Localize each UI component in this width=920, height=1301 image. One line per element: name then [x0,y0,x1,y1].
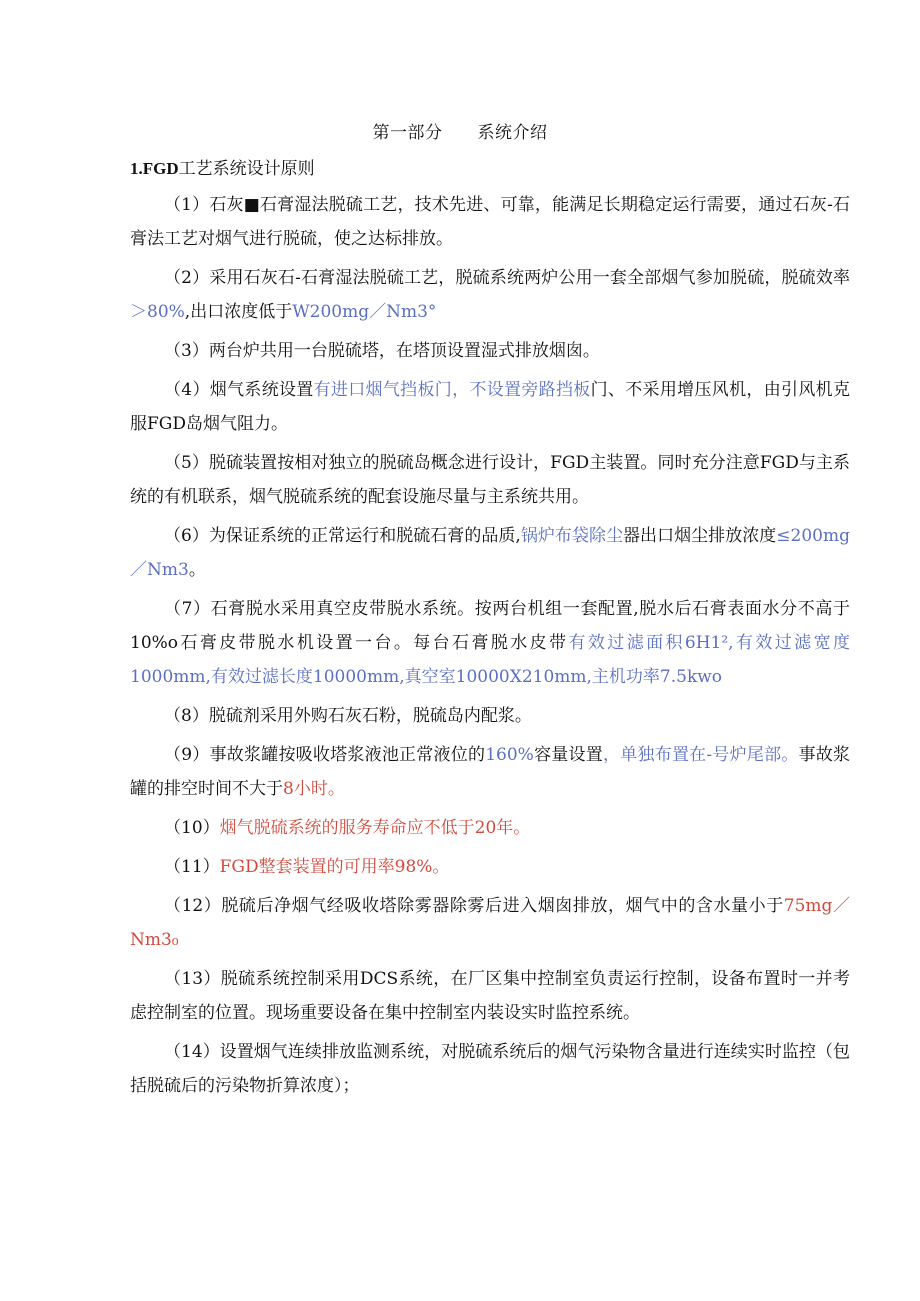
paragraph-text: （10） [164,818,220,838]
paragraph-text: （5）脱硫装置按相对独立的脱硫岛概念进行设计，FGD主装置。同时充分注意FGD与主系统的有机联系，烟气脱硫系统的配套设施尽量与主系统共用。 [130,453,850,507]
paragraph-5 [130,446,850,514]
highlight-text: 160% [485,745,534,765]
paragraph-text: （14）设置烟气连续排放监测系统，对脱硫系统后的烟气污染物含量进行连续实时监控（包括脱硫后的污染物折算浓度）； [130,1042,850,1096]
paragraph-9 [130,738,850,806]
highlight-text: W200mg／Nm3° [292,302,437,322]
paragraph-11 [130,850,850,884]
paragraph-4 [130,373,850,441]
highlight-text: 锅炉布袋除尘 [520,526,624,546]
highlight-text: ，单独布置在-号炉尾部。 [603,745,799,765]
paragraph-text: （7）石膏脱水采用真空皮带脱水系统。按两台机组一套配置,脱水后石膏表面水分不高于10%o石膏皮带脱水机设置一台。每台石膏脱水皮带 [130,599,850,653]
paragraph-text: （3）两台炉共用一台脱硫塔，在塔顶设置湿式排放烟囱。 [164,341,600,361]
highlight-text: 有效过滤面积6H1²,有效过滤宽度1000mm,有效过滤长度10000mm,真空室10000X210mm,主机功率7.5kwo [130,633,850,687]
paragraph-text: 事故浆罐的排空时间不大于 [130,745,851,799]
highlight-text: FGD整套装置的可用率98%。 [219,857,450,877]
heading-text: 工艺系统设计原则 [178,159,315,179]
paragraph-text: ,出口浓度低于 [184,302,293,322]
paragraph-text: （13）脱硫系统控制采用DCS系统，在厂区集中控制室负责运行控制，设备布置时一并考虑控制室的位置。现场重要设备在集中控制室内装设实时监控系统。 [130,969,850,1023]
highlight-text: ≤200mg／Nm3 [130,526,850,580]
section-heading [130,154,315,179]
document-body [130,188,850,1108]
paragraph-6 [130,519,850,587]
paragraph-12 [130,889,850,957]
paragraph-text: 容量设置 [533,745,604,765]
paragraph-text: （12）脱硫后净烟气经吸收塔除雾器除雾后进入烟囱排放，烟气中的含水量小于 [164,896,784,916]
paragraph-text: 门、不采用增压风机，由引风机克服FGD岛烟气阻力。 [130,380,850,434]
highlight-text: ＞80% [130,302,185,322]
highlight-text: 有进口烟气挡板门，不设置旁路挡板 [313,380,591,400]
paragraph-text: （4）烟气系统设置 [164,380,314,400]
paragraph-2 [130,261,850,329]
paragraph-3 [130,334,850,368]
paragraph-10 [130,811,850,845]
paragraph-text: （11） [164,857,220,877]
highlight-text: 75mg／Nm3₀ [130,896,850,950]
paragraph-13 [130,962,850,1030]
paragraph-text: （6）为保证系统的正常运行和脱硫石膏的品质, [164,526,521,546]
paragraph-text: （8）脱硫剂采用外购石灰石粉，脱硫岛内配浆。 [164,706,532,726]
highlight-text: 烟气脱硫系统的服务寿命应不低于20年。 [219,818,531,838]
paragraph-7 [130,592,850,694]
paragraph-text: （2）采用石灰石-石膏湿法脱硫工艺，脱硫系统两炉公用一套全部烟气参加脱硫，脱硫效率 [164,268,850,288]
section-title: 第一部分 系统介绍 [372,123,548,143]
paragraph-text: （1）石灰■石膏湿法脱硫工艺，技术先进、可靠，能满足长期稳定运行需要，通过石灰-石膏法工艺对烟气进行脱硫，使之达标排放。 [130,195,850,249]
heading-number: 1.FGD [130,159,179,178]
paragraph-text: 器出口烟尘排放浓度 [623,526,777,546]
paragraph-14 [130,1035,850,1103]
paragraph-text: （9）事故浆罐按吸收塔浆液池正常液位的 [164,745,486,765]
paragraph-1 [130,188,850,256]
paragraph-8 [130,699,850,733]
highlight-text: 8小时。 [283,779,345,799]
paragraph-text: 。 [188,560,206,580]
